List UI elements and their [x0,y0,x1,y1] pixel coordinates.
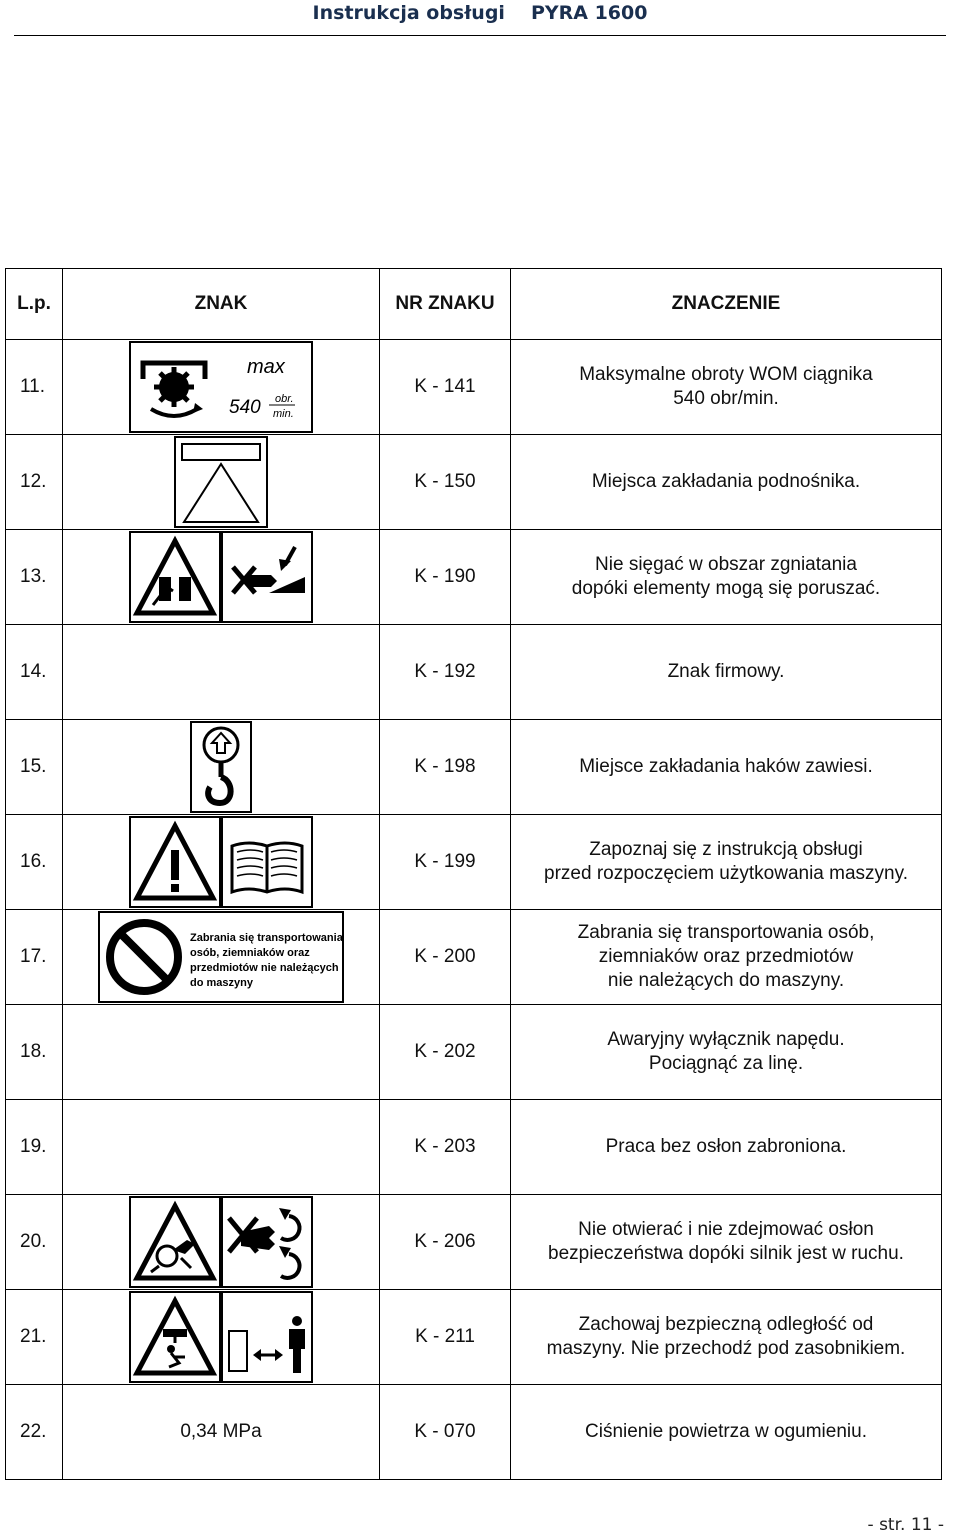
sign-cell [63,435,380,530]
table-row [6,435,942,530]
sign-cell [63,815,380,910]
table-row [6,1005,942,1100]
table-row [6,1385,942,1480]
table-row [6,1290,942,1385]
sign-meaning: Ciśnienie powietrza w ogumieniu. [511,1385,942,1480]
sign-code: K - 141 [380,340,511,435]
sign-code: K - 150 [380,435,511,530]
sign-cell [63,1195,380,1290]
lifting-hook-icon [190,721,252,813]
sign-cell [63,530,380,625]
sign-text: 0,34 MPa [63,1385,380,1480]
header-meaning: ZNACZENIE [511,269,942,340]
table-row [6,625,942,720]
row-number: 17. [6,910,63,1005]
sign-meaning: Nie otwierać i nie zdejmować osłon bezpieczeństwa dopóki silnik jest w ruchu. [511,1195,942,1290]
row-number: 20. [6,1195,63,1290]
sign-code: K - 070 [380,1385,511,1480]
sign-meaning: Miejsca zakładania podnośnika. [511,435,942,530]
row-number: 13. [6,530,63,625]
table-row [6,1100,942,1195]
sign-cell [63,720,380,815]
model-name: PYRA 1600 [530,2,648,24]
table-row [6,1195,942,1290]
sign-meaning: Znak firmowy. [511,625,942,720]
header-sign: ZNAK [63,269,380,340]
sign-meaning: Zabrania się transportowania osób, ziemniaków oraz przedmiotów nie należących do maszyny. [511,910,942,1005]
row-number: 14. [6,625,63,720]
sign-unit-bottom: min. [273,408,294,420]
sign-line-2: osób, ziemniaków oraz [190,947,310,959]
sign-code: K - 192 [380,625,511,720]
sign-speed-text: 540 [229,397,261,418]
sign-cell [63,340,380,435]
sign-meaning: Maksymalne obroty WOM ciągnika 540 obr/min. [511,340,942,435]
sign-meaning: Miejsce zakładania haków zawiesi. [511,720,942,815]
header-divider [14,35,946,36]
table-row [6,340,942,435]
sign-line-3: przedmiotów nie należących [190,962,339,974]
sign-cell [63,1005,380,1100]
sign-meaning: Nie sięgać w obszar zgniatania dopóki elementy mogą się poruszać. [511,530,942,625]
manual-title: Instrukcja obsługi [312,2,505,24]
row-number: 22. [6,1385,63,1480]
row-number: 16. [6,815,63,910]
jack-point-icon [174,436,268,528]
sign-cell [63,1290,380,1385]
row-number: 11. [6,340,63,435]
sign-meaning: Awaryjny wyłącznik napędu. Pociągnąć za linę. [511,1005,942,1100]
sign-unit-top: obr. [275,393,294,405]
signs-table [5,268,942,1480]
row-number: 21. [6,1290,63,1385]
header-lp: L.p. [6,269,63,340]
read-manual-icon [129,816,313,908]
sign-code: K - 203 [380,1100,511,1195]
row-number: 15. [6,720,63,815]
sign-code: K - 200 [380,910,511,1005]
sign-code: K - 211 [380,1290,511,1385]
sign-code: K - 206 [380,1195,511,1290]
row-number: 12. [6,435,63,530]
sign-line-4: do maszyny [190,977,253,989]
sign-code: K - 190 [380,530,511,625]
no-transport-icon [98,911,344,1003]
sign-max-text: max [247,356,285,378]
sign-meaning: Zapoznaj się z instrukcją obsługi przed rozpoczęciem użytkowania maszyny. [511,815,942,910]
sign-line-1: Zabrania się transportowania [190,932,343,944]
rotating-parts-icon [129,1196,313,1288]
sign-meaning: Praca bez osłon zabroniona. [511,1100,942,1195]
sign-meaning: Zachowaj bezpieczną odległość od maszyny. Nie przechodź pod zasobnikiem. [511,1290,942,1385]
sign-code: K - 202 [380,1005,511,1100]
table-row [6,720,942,815]
row-number: 19. [6,1100,63,1195]
sign-cell [63,625,380,720]
sign-cell [63,910,380,1005]
pto-speed-icon [129,341,313,433]
table-row [6,910,942,1005]
sign-code: K - 198 [380,720,511,815]
header-code: NR ZNAKU [380,269,511,340]
table-row [6,815,942,910]
sign-cell [63,1100,380,1195]
sign-code: K - 199 [380,815,511,910]
safe-distance-icon [129,1291,313,1383]
page-number: - str. 11 - [867,1515,944,1535]
row-number: 18. [6,1005,63,1100]
crush-hazard-icon [129,531,313,623]
page-header [0,0,960,32]
table-row [6,530,942,625]
table-header-row [6,269,942,340]
